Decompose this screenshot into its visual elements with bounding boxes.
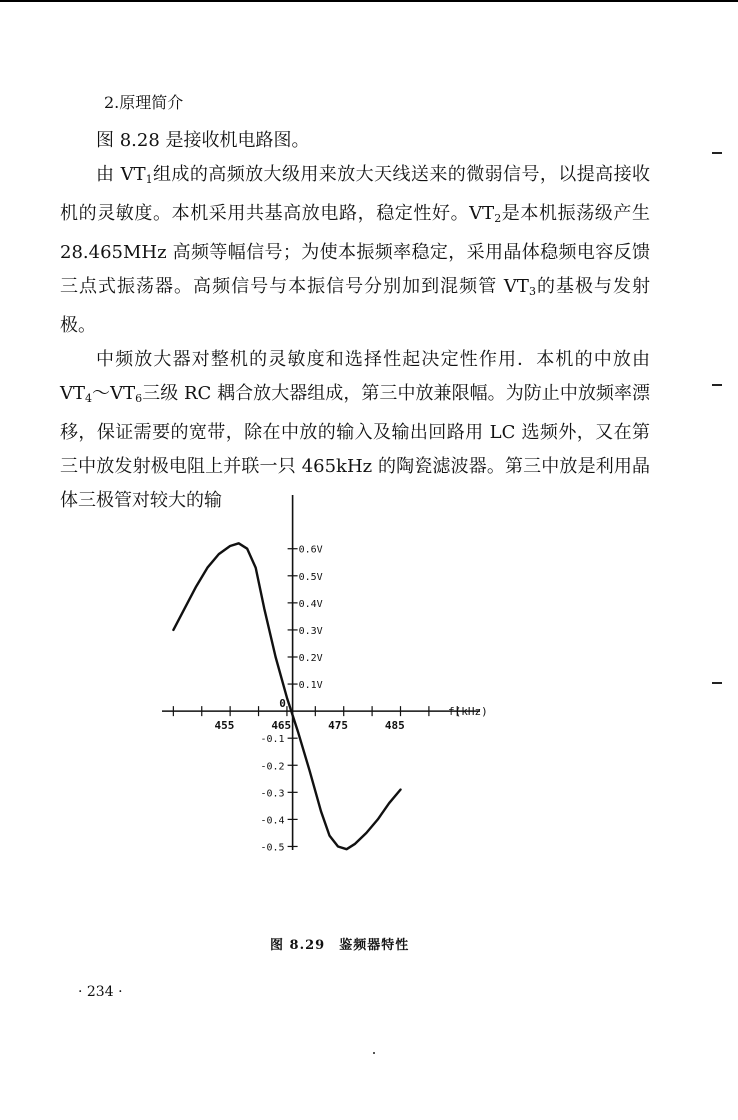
y-tick-label: 0.2V [298,652,323,664]
y-tick-label: -0.2 [260,761,285,773]
paragraph-1: 图 8.28 是接收机电路图。 [96,130,310,151]
y-tick-label: -0.4 [260,815,285,827]
paragraph-3: 中频放大器对整机的灵敏度和选择性起决定性作用．本机的中放由 $VT_4\sim VT_6$三级 RC 耦合放大器组成，第三中放兼限幅。为防止中放频率漂移，保证需要的宽带，除在中放的输入及输出回路用 LC 选频外，又在第三中放发射极电阻上并联一只 465kHz 的陶瓷滤波器。第三中放是利用晶体三极管对较大的输 [60,349,650,511]
x-axis-label: f(kHz) [448,705,488,719]
body-text [60,92,650,518]
section-heading: 2.原理简介 [104,93,184,112]
speck [373,1052,375,1054]
margin-mark [712,384,722,386]
discriminator-chart [150,490,530,874]
y-tick-label: 0.6V [298,544,323,556]
chart-svg [150,490,530,870]
y-tick-label: 0.1V [298,680,323,692]
paragraph-2: 由 $VT_1$组成的高频放大级用来放大天线送来的微弱信号，以提高接收机的灵敏度。本机采用共基高放电路，稳定性好。$VT_2$是本机振荡级产生 28.465MHz 高频等幅信号；为使本振频率稳定，采用晶体稳频电容反馈三点式振荡器。高频信号与本振信号分别加到混频管 $VT_3$的基极与发射极。 [60,164,650,336]
x-tick-label: 455 [214,719,235,733]
page-number: · 234 · [78,984,123,1000]
x-tick-label: 475 [328,719,348,733]
x-tick-label: 485 [384,719,405,733]
origin-label: 0 [279,697,286,711]
y-tick-label: 0.5V [298,571,323,583]
y-tick-label: -0.3 [260,788,285,800]
x-tick-label: 465 [271,719,292,733]
y-tick-label: -0.1 [260,734,285,746]
discriminator-curve [173,543,400,849]
margin-mark [712,682,722,684]
y-tick-label: 0.3V [298,625,323,637]
y-tick-label: 0.4V [298,598,323,610]
figure-caption: 图 8.29 鉴频器特性 [270,938,410,953]
margin-mark [712,152,722,154]
page-top-rule [0,0,738,2]
y-tick-label: -0.5 [260,842,285,854]
